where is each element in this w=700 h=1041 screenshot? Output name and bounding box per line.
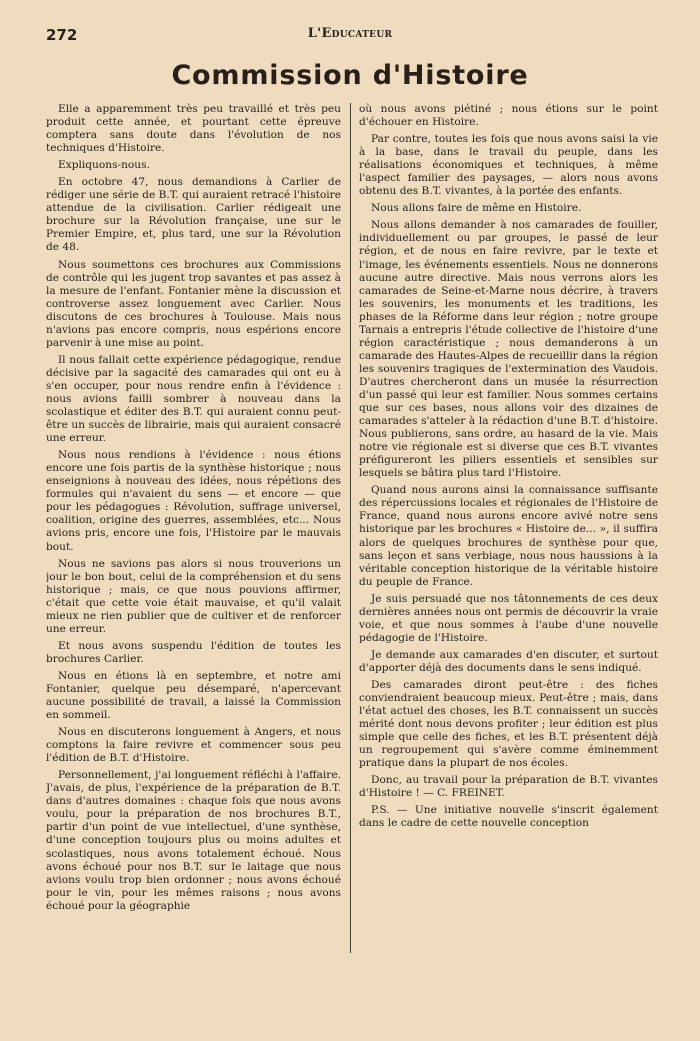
article-title: Commission d'Histoire xyxy=(171,60,529,91)
paragraph: En octobre 47, nous demandions à Carlier de rédiger une série de B.T. qui auraient retracé l'histoire attendue de la civilisation. Carlier rédigeait une brochure sur la Révolution française, une sur le Premier Empire, et, plus tard, une sur la Révolution de 48. xyxy=(46,176,341,254)
article-body xyxy=(46,103,658,963)
left-column xyxy=(46,103,341,963)
paragraph: Et nous avons suspendu l'édition de toutes les brochures Carlier. xyxy=(46,639,341,665)
paragraph: Expliquons-nous. xyxy=(58,159,150,172)
page-header xyxy=(46,26,654,46)
paragraph: Nous allons demander à nos camarades de fouiller, individuellement ou par groupes, le passé de leur région, et de nous en faire revivre, par le texte et l'image, les événements essentiels. Nous ne donnerons aucune autre directive. Mais nous verrons alors les camarades de Seine-et-Marne nous décrire, à travers les souvenirs, les monuments et les traditions, les phases de la Réforme dans leur région ; notre groupe Tarnais a entrepris l'étude collective de l'histoire d'une région caractéristique ; nous demanderons à un camarade des Hautes-Alpes de recueillir dans la région les souvenirs tragiques de l'extermination des Vaudois. D'autres chercheront dans un musée la résurrection d'un passé qui leur est familier. Nous sommes certains que sur ces bases, nous allons voir des dizaines de camarades s'atteler à la rédaction d'une B.T. d'histoire. Nous publierons, sans ordre, au hasard de la vie. Mais notre vie régionale est si diverse que ces B.T. vivantes préfigureront les piliers essentiels et sensibles sur lesquels se bâtira plus tard l'Histoire. xyxy=(359,219,658,480)
paragraph: Nous en étions là en septembre, et notre ami Fontanier, quelque peu désemparé, n'apercevant aucune possibilité de travail, a laissé la Commission en sommeil. xyxy=(46,669,341,722)
paragraph: Je demande aux camarades d'en discuter, et surtout d'apporter déjà des documents dans le sens indiqué. xyxy=(359,648,658,674)
paragraph: Par contre, toutes les fois que nous avons saisi la vie à la base, dans le travail du peuple, dans les réalisations économiques et techniques, à même l'aspect familier des paysages, — alors nous avons obtenu des B.T. vivantes, à la portée des enfants. xyxy=(359,133,658,198)
paragraph: Nous allons faire de même en Histoire. xyxy=(371,202,582,215)
paragraph: Elle a apparemment très peu travaillé et très peu produit cette année, et pourtant cette épreuve comptera sans doute dans l'évolution de nos techniques d'Histoire. xyxy=(46,103,341,155)
paragraph: Il nous fallait cette expérience pédagogique, rendue décisive par la sagacité des camarades qui ont eu à s'en occuper, pour nous rendre enfin à l'évidence : nous avions failli sombrer à nouveau dans la scolastique et éditer des B.T. qui auraient connu peut-être un succès de librairie, mais qui auraient consacré une erreur. xyxy=(46,353,341,445)
paragraph: Des camarades diront peut-être : des fiches conviendraient beaucoup mieux. Peut-être ; mais, dans l'état actuel des choses, les B.T. connaissent un succès mérité dont nous devons profiter ; leur édition est plus simple que celle des fiches, et les B.T. présentent déjà un regroupement qui s'avère comme éminemment pratique dans la plupart de nos écoles. xyxy=(359,678,658,770)
paragraph: Je suis persuadé que nos tâtonnements de ces deux dernières années nous ont permis de découvrir la vraie voie, et que nous sommes à l'aube d'une nouvelle pédagogie de l'Histoire. xyxy=(359,592,658,644)
journal-title: L'Educateur xyxy=(307,26,393,41)
column-divider xyxy=(350,103,351,953)
right-column xyxy=(359,103,658,963)
paragraph: Nous soumettons ces brochures aux Commissions de contrôle qui les jugent trop savantes et pas assez à la mesure de l'enfant. Fontanier mène la discussion et controverse assez longuement avec Carlier. Nous discutons de ces brochures à Toulouse. Mais nous n'avions pas encore compris, nous espérions encore parvenir à une mise au point. xyxy=(46,258,341,349)
paragraph: Quand nous aurons ainsi la connaissance suffisante des répercussions locales et régionales de l'Histoire de France, quand nous aurons encore avivé notre sens historique par les brochures « Histoire de... », il suffira alors de quelques brochures de synthèse pour que, sans leçon et sans verbiage, nous nous haussions à la véritable conception historique de la véritable histoire du peuple de France. xyxy=(359,484,658,588)
paragraph: Nous nous rendions à l'évidence : nous étions encore une fois partis de la synthèse historique ; nous enseignions à nouveau des idées, nous répétions des formules qui n'avaient du sens — et encore — que pour les pédagogues : Révolution, suffrage universel, coalition, origine des guerres, assemblées, etc... Nous avions pris, encore une fois, l'Histoire par le mauvais bout. xyxy=(46,449,341,553)
paragraph: où nous avons piétiné ; nous étions sur le point d'échouer en Histoire. xyxy=(359,103,658,129)
paragraph: Nous en discuterons longuement à Angers, et nous comptons la faire revivre et commencer sous peu l'édition de B.T. d'Histoire. xyxy=(46,726,341,765)
paragraph: Personnellement, j'ai longuement réfléchi à l'affaire. J'avais, de plus, l'expérience de la préparation de B.T. dans d'autres domaines : chaque fois que nous avons voulu, pour la préparation de nos brochures B.T., partir d'un point de vue intellectuel, d'une synthèse, d'une conception toujours plus ou moins adultes et scolastiques, nous avons totalement échoué. Nous avons échoué pour nos B.T. sur le laitage que nous avions voulu trop bien ordonner ; nous avons échoué pour le vin, pour les mêmes raisons ; nous avons échoué pour la géographie xyxy=(46,769,341,912)
paragraph: P.S. — Une initiative nouvelle s'inscrit également dans le cadre de cette nouvelle conception xyxy=(359,804,658,830)
paragraph: Donc, au travail pour la préparation de B.T. vivantes d'Histoire ! — C. FREINET. xyxy=(359,774,658,800)
paragraph: Nous ne savions pas alors si nous trouverions un jour le bon bout, celui de la compréhension et du sens historique ; mais, ce que nous pouvions affirmer, c'était que cette voie était mauvaise, et qu'il valait mieux ne rien publier que de cultiver et de renforcer une erreur. xyxy=(46,557,341,635)
page-number: 272 xyxy=(46,26,78,44)
